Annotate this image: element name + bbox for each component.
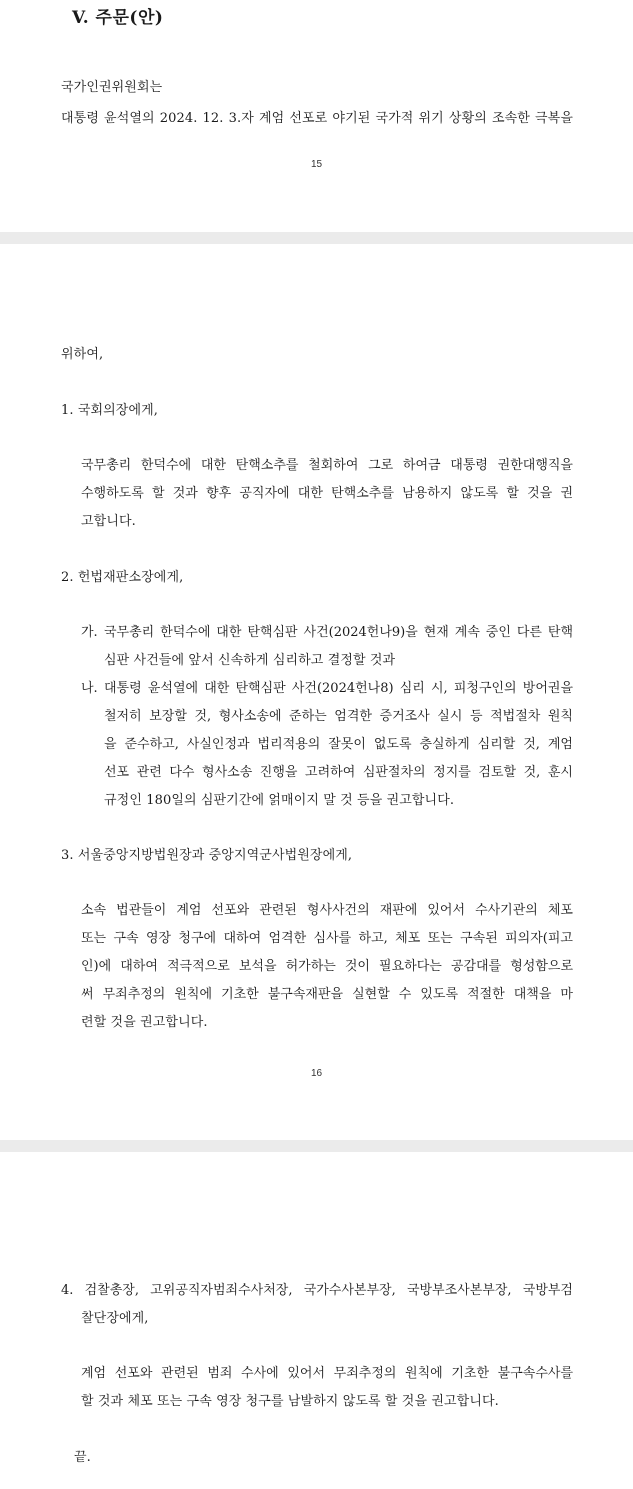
item-1-line: 고합니다. <box>81 514 136 529</box>
item-3-line: 소속 법관들이 계엄 선포와 관련된 형사사건의 재판에 있어서 수사기관의 체포 <box>81 903 573 918</box>
item-4-title: 찰단장에게, <box>81 1311 149 1326</box>
item-1-line: 국무총리 한덕수에 대한 탄핵소추를 철회하여 그로 하여금 대통령 권한대행직을 <box>81 458 573 473</box>
item-2-title: 2. 헌법재판소장에게, <box>61 570 184 585</box>
item-3-line: 련할 것을 권고합니다. <box>81 1015 208 1030</box>
sub-item-b-line: 선포 관련 다수 형사소송 진행을 고려하여 심판절차의 정지를 검토할 것, 훈시 <box>104 765 573 780</box>
intro-text: 국가인권위원회는 <box>61 80 163 95</box>
item-4-title: 4. 검찰총장, 고위공직자범죄수사처장, 국가수사본부장, 국방부조사본부장, 국방부검 <box>61 1283 573 1298</box>
sub-item-b-marker: 나. <box>81 681 98 696</box>
sub-item-a-line: 심판 사건들에 앞서 신속하게 심리하고 결정할 것과 <box>104 653 396 668</box>
sub-item-b-line: 철저히 보장할 것, 형사소송에 준하는 엄격한 증거조사 실시 등 적법절차 원칙 <box>104 709 573 724</box>
item-4-line: 할 것과 체포 또는 구속 영장 청구를 남발하지 않도록 할 것을 권고합니다. <box>81 1394 499 1409</box>
end-mark: 끝. <box>74 1450 91 1465</box>
page-separator <box>0 1140 633 1152</box>
document-page-16 <box>0 244 633 1140</box>
page-separator <box>0 232 633 244</box>
item-3-line: 또는 구속 영장 청구에 대하여 엄격한 심사를 하고, 체포 또는 구속된 피의자(피고 <box>81 931 573 946</box>
sub-item-a-marker: 가. <box>81 625 98 640</box>
item-1-title: 1. 국회의장에게, <box>61 403 159 418</box>
item-4-line: 계엄 선포와 관련된 범죄 수사에 있어서 무죄추정의 원칙에 기초한 불구속수사를 <box>81 1366 573 1381</box>
item-1-line: 수행하도록 할 것과 향후 공직자에 대한 탄핵소추를 남용하지 않도록 할 것을 권 <box>81 486 573 501</box>
sub-item-b-line: 을 준수하고, 사실인정과 법리적용의 잘못이 없도록 충실하게 심리할 것, 계엄 <box>104 737 573 752</box>
page-number: 16 <box>310 1068 323 1079</box>
sub-item-b-line: 대통령 윤석열에 대한 탄핵심판 사건(2024헌나8) 심리 시, 피청구인의 방어권을 <box>104 681 573 696</box>
item-3-title: 3. 서울중앙지방법원장과 중앙지역군사법원장에게, <box>61 848 353 863</box>
document-page-17 <box>0 1152 633 1489</box>
section-heading: V. 주문(안) <box>72 8 164 28</box>
sub-item-a-line: 국무총리 한덕수에 대한 탄핵심판 사건(2024헌나9)을 현재 계속 중인 다른 탄핵 <box>104 625 573 640</box>
sub-item-b-line: 규정인 180일의 심판기간에 얽매이지 말 것 등을 권고합니다. <box>104 793 455 808</box>
item-3-line: 써 무죄추정의 원칙에 기초한 불구속재판을 실현할 수 있도록 적절한 대책을 마 <box>81 987 573 1002</box>
continuation-text: 위하여, <box>61 347 104 362</box>
body-line: 대통령 윤석열의 2024. 12. 3.자 계엄 선포로 야기된 국가적 위기 상황의 조속한 극복을 <box>61 111 573 126</box>
page-number: 15 <box>310 159 323 170</box>
document-page-15 <box>0 0 633 232</box>
item-3-line: 인)에 대하여 적극적으로 보석을 허가하는 것이 필요하다는 공감대를 형성함으로 <box>81 959 573 974</box>
